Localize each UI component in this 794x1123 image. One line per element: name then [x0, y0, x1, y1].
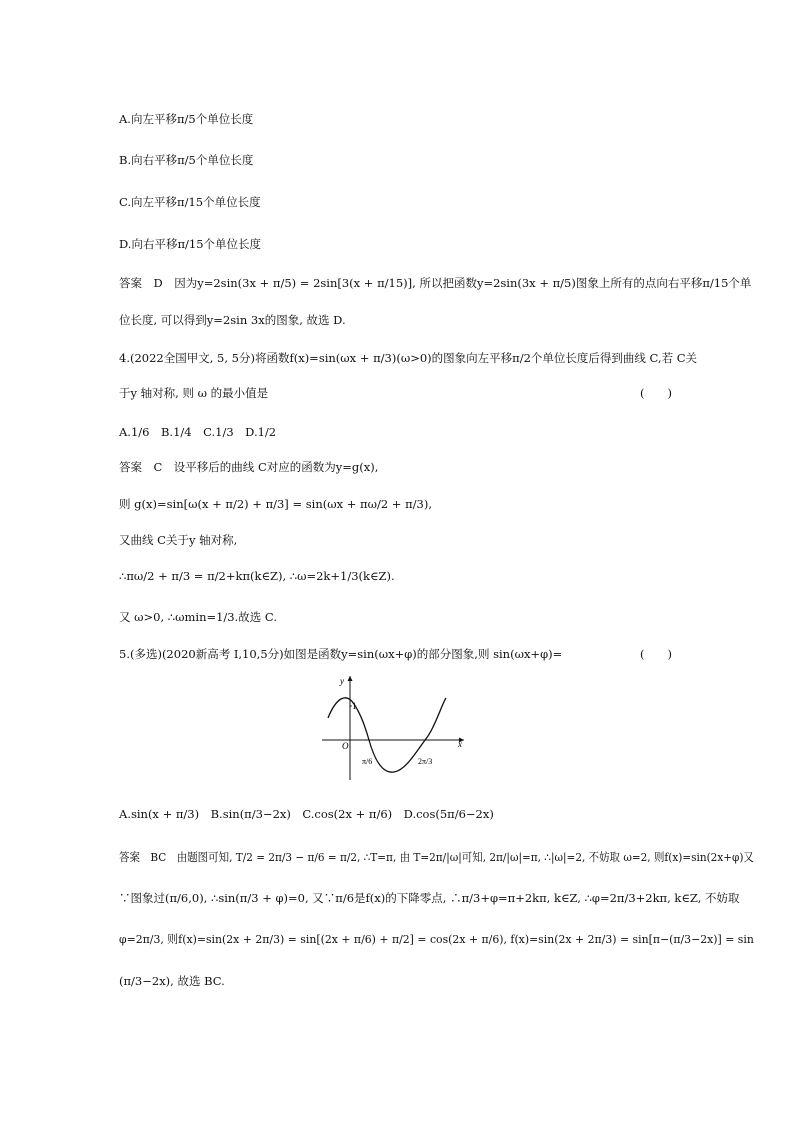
q5-answer-line3: φ=2π/3, 则f(x)=sin(2x + 2π/3) = sin[(2x + π/6) + π/2] = cos(2x + π/6), f(x)=sin(2x + 2π/3) = sin[π−(π/3−2x)] = sin: [119, 932, 754, 946]
x-axis-label: x: [458, 739, 462, 749]
q3-choice-b: B.向右平移π/5个单位长度: [119, 153, 254, 167]
q4-stem-line2: 于y 轴对称, 则 ω 的最小值是: [119, 386, 269, 400]
q4-answer-line4: ∴πω/2 + π/3 = π/2+kπ(k∈Z), ∴ω=2k+1/3(k∈Z).: [119, 569, 395, 583]
q4-answer-line3: 又曲线 C关于y 轴对称,: [119, 533, 238, 547]
q3-choice-c: C.向左平移π/15个单位长度: [119, 195, 261, 209]
q4-choices: A.1/6 B.1/4 C.1/3 D.1/2: [119, 425, 277, 439]
q5-stem: 5.(多选)(2020新高考 Ⅰ,10,5分)如图是函数y=sin(ωx+φ)的部分图象,则 sin(ωx+φ)=: [119, 647, 563, 661]
q3-answer-line2: 位长度, 可以得到y=2sin 3x的图象, 故选 D.: [119, 313, 346, 327]
q5-answer-line2: ∵图象过(π/6,0), ∴sin(π/3 + φ)=0, 又∵π/6是f(x)的下降零点, ∴π/3+φ=π+2kπ, k∈Z, ∴φ=2π/3+2kπ, k∈Z, 不妨取: [119, 891, 740, 905]
sine-graph: [318, 670, 468, 782]
q5-choices: A.sin(x + π/3) B.sin(π/3−2x) C.cos(2x + π/6) D.cos(5π/6−2x): [119, 807, 494, 821]
q4-answer-line5: 又 ω>0, ∴ωmin=1/3.故选 C.: [119, 610, 277, 624]
q5-answer-bracket: ( ): [640, 647, 672, 661]
y-axis-label: y: [340, 676, 344, 686]
q3-choice-d: D.向右平移π/15个单位长度: [119, 237, 262, 251]
q4-answer-line1: 答案 C 设平移后的曲线 C对应的函数为y=g(x),: [119, 460, 379, 474]
tick-2pi-over-3: 2π/3: [418, 757, 433, 766]
origin-label: O: [342, 741, 349, 751]
one-label: 1: [352, 701, 357, 711]
q3-answer-line1: 答案 D 因为y=2sin(3x + π/5) = 2sin[3(x + π/15)], 所以把函数y=2sin(3x + π/5)图象上所有的点向右平移π/15个单: [119, 276, 752, 290]
q4-answer-line2: 则 g(x)=sin[ω(x + π/2) + π/3] = sin(ωx + πω/2 + π/3),: [119, 497, 432, 511]
tick-pi-over-6: π/6: [362, 757, 373, 766]
q5-answer-line4: (π/3−2x), 故选 BC.: [119, 974, 225, 988]
q4-answer-bracket: ( ): [640, 386, 672, 400]
q4-stem-line1: 4.(2022全国甲文, 5, 5分)将函数f(x)=sin(ωx + π/3)(ω>0)的图象向左平移π/2个单位长度后得到曲线 C,若 C关: [119, 351, 698, 365]
q3-choice-a: A.向左平移π/5个单位长度: [119, 112, 254, 126]
q5-answer-line1: 答案 BC 由题图可知, T/2 = 2π/3 − π/6 = π/2, ∴T=π, 由 T=2π/|ω|可知, 2π/|ω|=π, ∴|ω|=2, 不妨取 ω=2, 则f(x)=sin(2x+φ)又: [119, 850, 754, 864]
y-axis-arrow: [348, 676, 353, 681]
